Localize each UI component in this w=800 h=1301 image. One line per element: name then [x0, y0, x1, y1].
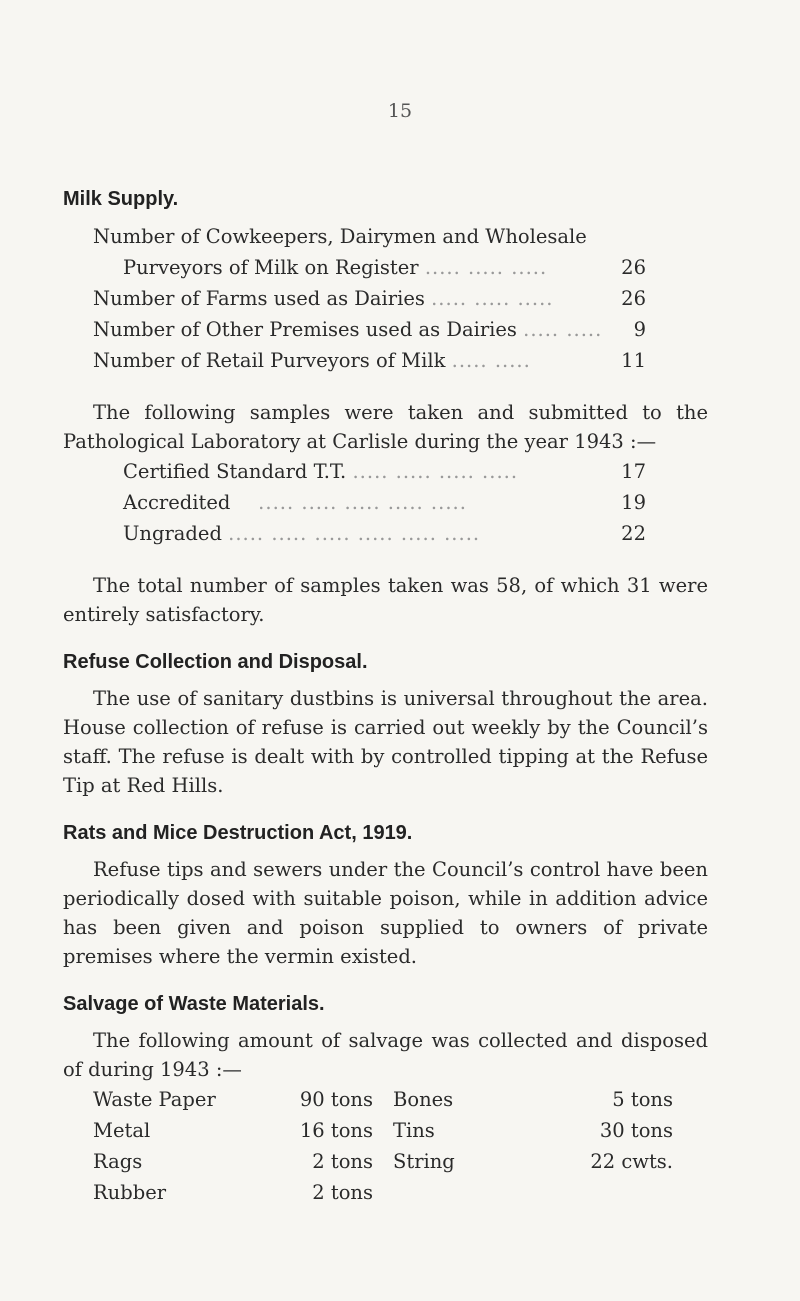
salvage-item-value: 22 cwts.	[590, 1150, 673, 1173]
samples-intro: The following samples were taken and submitted to the Pathological Laboratory at Carlisle during the year 1943 :—	[63, 401, 708, 453]
salvage-heading: Salvage of Waste Materials.	[63, 993, 325, 1015]
refuse-section	[63, 651, 708, 800]
refuse-heading: Refuse Collection and Disposal.	[63, 651, 368, 673]
milk-row: Number of Cowkeepers, Dairymen and Wholesale Purveyors of Milk on Register ..... ..... ..... 26	[63, 221, 708, 283]
milk-register-list	[63, 221, 708, 376]
salvage-item-value: 30 tons	[599, 1119, 673, 1142]
samples-total: The total number of samples taken was 58, of which 31 were entirely satisfactory.	[63, 574, 708, 626]
milk-row-value: 26	[621, 287, 646, 310]
sample-row: Accredited ..... ..... ..... ..... ..... 19	[63, 487, 708, 518]
sample-label: Ungraded	[123, 522, 222, 545]
salvage-item	[93, 1177, 393, 1208]
milk-row-label: Number of Other Premises used as Dairies	[93, 318, 517, 341]
sample-value: 17	[621, 460, 646, 483]
samples-list	[63, 456, 708, 549]
milk-supply-heading: Milk Supply.	[63, 188, 179, 210]
rats-heading: Rats and Mice Destruction Act, 1919.	[63, 822, 413, 844]
milk-supply-section	[63, 188, 708, 629]
salvage-item-name: Waste Paper	[93, 1088, 216, 1111]
salvage-item-value: 90 tons	[299, 1088, 373, 1111]
salvage-item	[393, 1084, 693, 1115]
sample-row: Certified Standard T.T. ..... ..... ..... ..... 17	[63, 456, 708, 487]
milk-row-label: Number of Farms used as Dairies	[93, 287, 425, 310]
salvage-item-value: 2 tons	[312, 1150, 373, 1173]
rats-text: Refuse tips and sewers under the Council’s control have been periodically dosed with suitable poison, while in addition advice has been given and poison supplied to owners of private premises where the vermin existed.	[63, 858, 708, 968]
salvage-table	[63, 1084, 708, 1208]
salvage-item	[393, 1146, 693, 1177]
salvage-item-name: Rubber	[93, 1181, 167, 1204]
document-body	[63, 188, 708, 1230]
salvage-item-name: Bones	[393, 1088, 454, 1111]
milk-row-value: 9	[633, 318, 646, 341]
salvage-item-value: 2 tons	[312, 1181, 373, 1204]
salvage-item-name: Rags	[93, 1150, 143, 1173]
sample-label: Certified Standard T.T.	[123, 460, 347, 483]
rats-section	[63, 822, 708, 971]
salvage-item	[93, 1084, 393, 1115]
salvage-item-name: String	[393, 1150, 455, 1173]
salvage-item-value: 5 tons	[612, 1088, 673, 1111]
sample-value: 22	[621, 522, 646, 545]
milk-row: Number of Other Premises used as Dairies ..... ..... 9	[63, 314, 708, 345]
salvage-section	[63, 993, 708, 1208]
milk-row-label-cont: Purveyors of Milk on Register	[123, 256, 419, 279]
milk-row-label: Number of Retail Purveyors of Milk	[93, 349, 446, 372]
milk-row-value: 11	[621, 349, 646, 372]
page-number: 15	[387, 100, 413, 122]
salvage-item	[93, 1146, 393, 1177]
salvage-item-value: 16 tons	[299, 1119, 373, 1142]
milk-row: Number of Farms used as Dairies ..... ..... ..... 26	[63, 283, 708, 314]
sample-row: Ungraded ..... ..... ..... ..... ..... ..... 22	[63, 518, 708, 549]
salvage-intro: The following amount of salvage was collected and disposed of during 1943 :—	[63, 1029, 708, 1081]
salvage-item-name: Metal	[93, 1119, 151, 1142]
salvage-item	[93, 1115, 393, 1146]
refuse-text: The use of sanitary dustbins is universal throughout the area. House collection of refuse is carried out weekly by the Council’s staff. The refuse is dealt with by controlled tipping at the Refuse Tip at Red Hills.	[63, 687, 708, 797]
sample-label: Accredited	[123, 491, 231, 514]
milk-row-value: 26	[621, 256, 646, 279]
milk-row: Number of Retail Purveyors of Milk ..... ..... 11	[63, 345, 708, 376]
salvage-item	[393, 1115, 693, 1146]
milk-row-label: Number of Cowkeepers, Dairymen and Wholesale	[93, 225, 587, 248]
sample-value: 19	[621, 491, 646, 514]
salvage-item-name: Tins	[393, 1119, 435, 1142]
